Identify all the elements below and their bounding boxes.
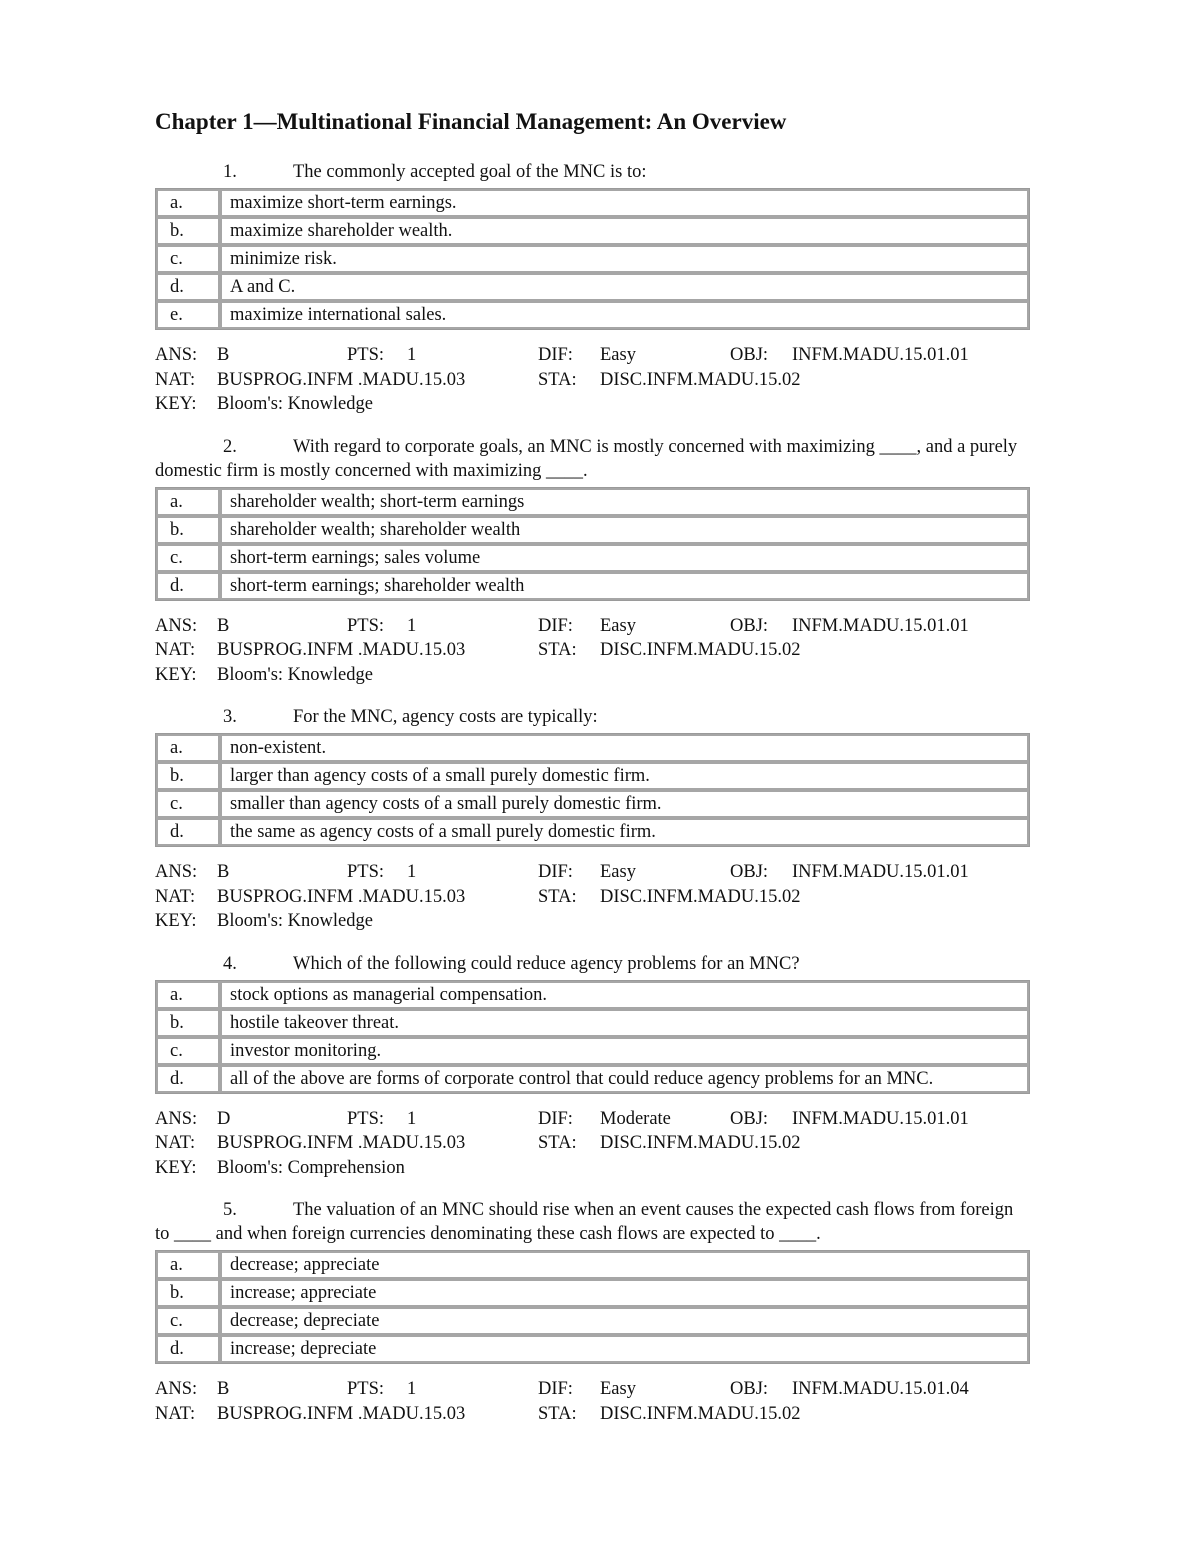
question-2 <box>155 435 1030 688</box>
meta-row-answer <box>155 343 1030 368</box>
answer-metadata <box>155 1107 1030 1181</box>
option-text: hostile takeover threat. <box>220 1009 1029 1037</box>
option-letter: a. <box>156 189 220 217</box>
option-letter: d. <box>156 572 220 600</box>
answer-option-row <box>156 273 1029 301</box>
option-letter: c. <box>156 245 220 273</box>
question-stem <box>155 160 1030 186</box>
answer-option-row <box>156 1037 1029 1065</box>
question-text: The commonly accepted goal of the MNC is to: <box>293 162 647 182</box>
option-letter: c. <box>156 790 220 818</box>
key-label: KEY: <box>155 664 197 685</box>
option-letter: d. <box>156 1335 220 1363</box>
ans-label: ANS: <box>155 1108 198 1129</box>
key-value: Bloom's: Knowledge <box>217 911 373 931</box>
option-letter: b. <box>156 1279 220 1307</box>
obj-label: OBJ: <box>730 1108 769 1129</box>
dif-value: Easy <box>600 1379 636 1399</box>
answer-option-row <box>156 1307 1029 1335</box>
ans-value: B <box>217 345 230 365</box>
obj-label: OBJ: <box>730 345 769 365</box>
option-letter: c. <box>156 544 220 572</box>
meta-row-key <box>155 1156 1030 1181</box>
answer-metadata <box>155 1377 1030 1426</box>
obj-value: INFM.MADU.15.01.01 <box>792 615 969 636</box>
dif-label: DIF: <box>538 345 573 365</box>
obj-value: INFM.MADU.15.01.01 <box>792 1108 969 1129</box>
question-stem <box>155 705 1030 731</box>
answer-option-row <box>156 516 1029 544</box>
option-letter: d. <box>156 273 220 301</box>
question-stem <box>155 952 1030 978</box>
nat-label: NAT: <box>155 369 196 390</box>
dif-value: Moderate <box>600 1108 671 1129</box>
ans-label: ANS: <box>155 615 198 636</box>
option-text: stock options as managerial compensation. <box>220 981 1029 1009</box>
option-text: maximize international sales. <box>220 301 1029 329</box>
obj-value: INFM.MADU.15.01.01 <box>792 862 969 882</box>
nat-value: BUSPROG.INFM .MADU.15.03 <box>217 640 466 660</box>
option-text: short-term earnings; sales volume <box>220 544 1029 572</box>
option-letter: e. <box>156 301 220 329</box>
meta-row-standards <box>155 638 1030 663</box>
answer-option-row <box>156 818 1029 846</box>
option-letter: a. <box>156 981 220 1009</box>
dif-label: DIF: <box>538 1108 573 1129</box>
sta-label: STA: <box>538 886 577 907</box>
question-number: 4. <box>223 953 237 974</box>
option-text: decrease; appreciate <box>220 1251 1029 1279</box>
nat-label: NAT: <box>155 1403 196 1424</box>
sta-label: STA: <box>538 369 577 390</box>
dif-value: Easy <box>600 862 636 882</box>
option-text: non-existent. <box>220 734 1029 762</box>
dif-value: Easy <box>600 615 636 636</box>
nat-value: BUSPROG.INFM .MADU.15.03 <box>217 886 466 907</box>
answer-options-table <box>155 487 1030 601</box>
answer-option-row <box>156 301 1029 329</box>
option-text: decrease; depreciate <box>220 1307 1029 1335</box>
obj-value: INFM.MADU.15.01.01 <box>792 345 969 365</box>
chapter-title: Chapter 1—Multinational Financial Management: An Overview <box>155 109 787 134</box>
question-stem <box>155 1198 1030 1248</box>
sta-label: STA: <box>538 640 577 660</box>
pts-value: 1 <box>407 615 417 636</box>
key-value: Bloom's: Knowledge <box>217 664 373 685</box>
key-label: KEY: <box>155 911 197 931</box>
question-number: 2. <box>223 436 237 457</box>
answer-option-row <box>156 790 1029 818</box>
pts-label: PTS: <box>347 345 385 365</box>
option-letter: d. <box>156 1065 220 1093</box>
ans-label: ANS: <box>155 345 198 365</box>
nat-label: NAT: <box>155 1133 196 1153</box>
answer-option-row <box>156 544 1029 572</box>
option-text: maximize shareholder wealth. <box>220 217 1029 245</box>
answer-option-row <box>156 1065 1029 1093</box>
answer-option-row <box>156 189 1029 217</box>
question-text: Which of the following could reduce agency problems for an MNC? <box>293 953 800 974</box>
pts-label: PTS: <box>347 1379 385 1399</box>
answer-option-row <box>156 245 1029 273</box>
ans-label: ANS: <box>155 862 198 882</box>
ans-value: B <box>217 862 230 882</box>
dif-label: DIF: <box>538 1379 573 1399</box>
answer-option-row <box>156 1251 1029 1279</box>
option-letter: c. <box>156 1307 220 1335</box>
meta-row-answer <box>155 614 1030 639</box>
ans-value: B <box>217 615 230 636</box>
nat-label: NAT: <box>155 640 196 660</box>
sta-value: DISC.INFM.MADU.15.02 <box>600 1403 801 1424</box>
pts-label: PTS: <box>347 862 385 882</box>
option-text: increase; appreciate <box>220 1279 1029 1307</box>
pts-label: PTS: <box>347 615 385 636</box>
option-text: minimize risk. <box>220 245 1029 273</box>
answer-options-table <box>155 188 1030 330</box>
option-letter: b. <box>156 516 220 544</box>
option-letter: c. <box>156 1037 220 1065</box>
meta-row-answer <box>155 1107 1030 1132</box>
option-text: smaller than agency costs of a small purely domestic firm. <box>220 790 1029 818</box>
key-label: KEY: <box>155 1157 197 1178</box>
question-stem <box>155 435 1030 485</box>
option-letter: b. <box>156 762 220 790</box>
meta-row-key <box>155 392 1030 417</box>
question-number: 5. <box>223 1200 237 1220</box>
meta-row-standards <box>155 1402 1030 1427</box>
answer-option-row <box>156 981 1029 1009</box>
answer-options-table <box>155 1250 1030 1364</box>
question-4 <box>155 952 1030 1181</box>
option-text: the same as agency costs of a small purely domestic firm. <box>220 818 1029 846</box>
nat-value: BUSPROG.INFM .MADU.15.03 <box>217 1403 466 1424</box>
option-text: investor monitoring. <box>220 1037 1029 1065</box>
option-letter: a. <box>156 488 220 516</box>
sta-value: DISC.INFM.MADU.15.02 <box>600 369 801 390</box>
answer-option-row <box>156 734 1029 762</box>
dif-value: Easy <box>600 345 636 365</box>
question-text: With regard to corporate goals, an MNC is mostly concerned with maximizing ____, and a purely domestic firm is mostly concerned with maximizing ____. <box>155 436 1018 481</box>
answer-option-row <box>156 572 1029 600</box>
pts-value: 1 <box>407 345 417 365</box>
question-number: 3. <box>223 707 237 727</box>
question-text: For the MNC, agency costs are typically: <box>293 707 598 727</box>
ans-label: ANS: <box>155 1379 198 1399</box>
answer-option-row <box>156 1279 1029 1307</box>
option-text: A and C. <box>220 273 1029 301</box>
answer-option-row <box>156 762 1029 790</box>
meta-row-key <box>155 663 1030 688</box>
meta-row-standards <box>155 885 1030 910</box>
option-text: larger than agency costs of a small purely domestic firm. <box>220 762 1029 790</box>
question-number: 1. <box>223 162 237 182</box>
document-page <box>155 106 1030 1444</box>
option-text: all of the above are forms of corporate control that could reduce agency problems for an MNC. <box>220 1065 1029 1093</box>
option-text: short-term earnings; shareholder wealth <box>220 572 1029 600</box>
option-letter: a. <box>156 734 220 762</box>
sta-value: DISC.INFM.MADU.15.02 <box>600 1133 801 1153</box>
answer-options-table <box>155 733 1030 847</box>
question-text: The valuation of an MNC should rise when an event causes the expected cash flows from foreign to ____ and when foreign currencies denominating these cash flows are expected to ____. <box>155 1200 1014 1244</box>
option-text: maximize short-term earnings. <box>220 189 1029 217</box>
option-text: shareholder wealth; short-term earnings <box>220 488 1029 516</box>
pts-value: 1 <box>407 862 417 882</box>
question-3 <box>155 705 1030 934</box>
question-5 <box>155 1198 1030 1426</box>
meta-row-standards <box>155 368 1030 393</box>
meta-row-answer <box>155 860 1030 885</box>
question-1 <box>155 160 1030 417</box>
option-letter: b. <box>156 1009 220 1037</box>
answer-option-row <box>156 1335 1029 1363</box>
pts-value: 1 <box>407 1379 417 1399</box>
answer-option-row <box>156 1009 1029 1037</box>
pts-value: 1 <box>407 1108 417 1129</box>
sta-label: STA: <box>538 1133 577 1153</box>
answer-metadata <box>155 860 1030 934</box>
option-letter: d. <box>156 818 220 846</box>
nat-label: NAT: <box>155 886 196 907</box>
option-letter: a. <box>156 1251 220 1279</box>
option-letter: b. <box>156 217 220 245</box>
answer-metadata <box>155 614 1030 688</box>
obj-label: OBJ: <box>730 615 769 636</box>
obj-value: INFM.MADU.15.01.04 <box>792 1379 969 1399</box>
answer-option-row <box>156 217 1029 245</box>
key-value: Bloom's: Knowledge <box>217 394 373 414</box>
nat-value: BUSPROG.INFM .MADU.15.03 <box>217 1133 466 1153</box>
ans-value: B <box>217 1379 230 1399</box>
answer-metadata <box>155 343 1030 417</box>
answer-option-row <box>156 488 1029 516</box>
nat-value: BUSPROG.INFM .MADU.15.03 <box>217 369 466 390</box>
obj-label: OBJ: <box>730 1379 769 1399</box>
dif-label: DIF: <box>538 615 573 636</box>
obj-label: OBJ: <box>730 862 769 882</box>
answer-options-table <box>155 980 1030 1094</box>
ans-value: D <box>217 1108 231 1129</box>
key-label: KEY: <box>155 394 197 414</box>
question-list <box>155 160 1030 1426</box>
meta-row-key <box>155 909 1030 934</box>
sta-value: DISC.INFM.MADU.15.02 <box>600 886 801 907</box>
sta-value: DISC.INFM.MADU.15.02 <box>600 640 801 660</box>
meta-row-standards <box>155 1131 1030 1156</box>
dif-label: DIF: <box>538 862 573 882</box>
pts-label: PTS: <box>347 1108 385 1129</box>
key-value: Bloom's: Comprehension <box>217 1157 405 1178</box>
sta-label: STA: <box>538 1403 577 1424</box>
option-text: increase; depreciate <box>220 1335 1029 1363</box>
option-text: shareholder wealth; shareholder wealth <box>220 516 1029 544</box>
meta-row-answer <box>155 1377 1030 1402</box>
